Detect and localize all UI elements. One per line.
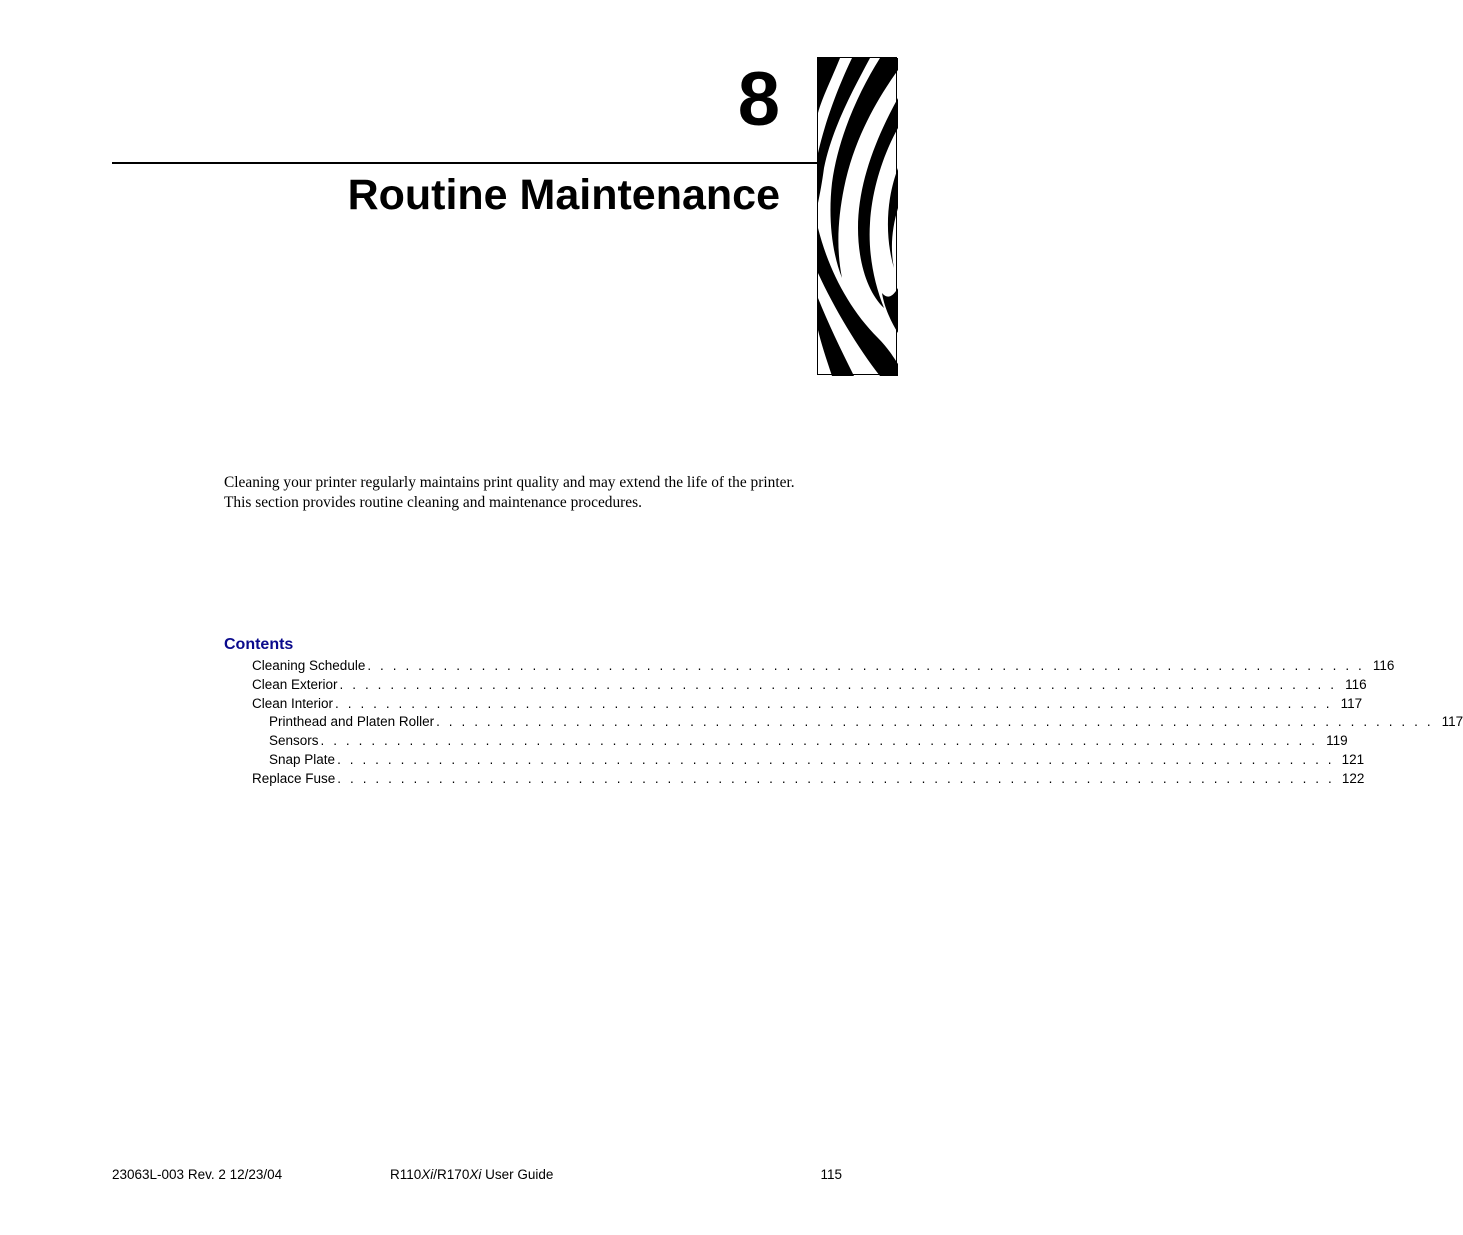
chapter-number: 8: [737, 57, 780, 142]
footer-page-number: 115: [820, 1167, 842, 1182]
toc-leader-dots: . . . . . . . . . . . . . . . . . . . . . . . . . . . . . . . . . . . . . . . . . . . . . . . . . . . . . . . . . . . . . . . . . . . . . . . . . . . . . . .: [367, 658, 1365, 673]
toc-leader-dots: . . . . . . . . . . . . . . . . . . . . . . . . . . . . . . . . . . . . . . . . . . . . . . . . . . . . . . . . . . . . . . . . . . . . . . . . . . . . . . .: [337, 751, 1335, 767]
toc-leader-dots: . . . . . . . . . . . . . . . . . . . . . . . . . . . . . . . . . . . . . . . . . . . . . . . . . . . . . . . . . . . . . . . . . . . . . . . . . . . . . . .: [337, 770, 1335, 786]
toc-leader-dots: . . . . . . . . . . . . . . . . . . . . . . . . . . . . . . . . . . . . . . . . . . . . . . . . . . . . . . . . . . . . . . . . . . . . . . . . . . . . . . .: [335, 695, 1333, 711]
contents-heading: Contents: [224, 636, 294, 653]
intro-line-2: This section provides routine cleaning and maintenance procedures.: [224, 494, 642, 511]
toc-entry-label: Clean Exterior: [252, 676, 338, 692]
toc-entry-snap-plate[interactable]: [252, 751, 1365, 770]
intro-paragraph: [224, 473, 844, 513]
toc-entry-sensors[interactable]: [252, 732, 1348, 751]
toc-entry-clean-interior[interactable]: [252, 695, 1363, 714]
toc-entry-clean-exterior[interactable]: [252, 676, 1367, 695]
toc-entry-printhead-platen-roller[interactable]: [252, 713, 1463, 732]
toc-entry-page: 116: [1345, 676, 1367, 692]
toc-entry-page: 117: [1441, 714, 1463, 730]
toc-entry-label: Snap Plate: [269, 751, 336, 767]
toc-leader-dots: . . . . . . . . . . . . . . . . . . . . . . . . . . . . . . . . . . . . . . . . . . . . . . . . . . . . . . . . . . . . . . . . . . . . . . . . . . . . . . .: [436, 714, 1434, 730]
zebra-stripes-icon: [817, 57, 897, 375]
toc-entry-page: 116: [1372, 658, 1395, 673]
chapter-title: Routine Maintenance: [347, 171, 780, 219]
toc-entry-replace-fuse[interactable]: [252, 770, 1365, 789]
toc-entry-label: Cleaning Schedule: [252, 658, 366, 673]
intro-line-1: Cleaning your printer regularly maintains print quality and may extend the life of the printer.: [224, 474, 795, 491]
toc-entry-page: 119: [1326, 733, 1348, 749]
toc-entry-page: 121: [1341, 751, 1365, 767]
toc-entry-label: Clean Interior: [252, 695, 334, 711]
toc-entry-cleaning-schedule[interactable]: [252, 657, 1395, 676]
table-of-contents: [252, 657, 1463, 789]
footer-doc-number: 23063L-003 Rev. 2 12/23/04: [112, 1167, 283, 1182]
toc-entry-page: 117: [1340, 695, 1363, 711]
toc-entry-label: Replace Fuse: [252, 770, 336, 786]
toc-entry-page: 122: [1341, 770, 1365, 786]
toc-leader-dots: . . . . . . . . . . . . . . . . . . . . . . . . . . . . . . . . . . . . . . . . . . . . . . . . . . . . . . . . . . . . . . . . . . . . . . . . . . . . . . .: [339, 676, 1337, 692]
toc-leader-dots: . . . . . . . . . . . . . . . . . . . . . . . . . . . . . . . . . . . . . . . . . . . . . . . . . . . . . . . . . . . . . . . . . . . . . . . . . . . . . . .: [320, 733, 1318, 749]
toc-entry-label: Printhead and Platen Roller: [269, 714, 435, 730]
toc-entry-label: Sensors: [269, 733, 319, 749]
footer-guide-title: R110Xi/R170Xi User Guide: [390, 1167, 554, 1182]
chapter-rule: [112, 162, 817, 164]
